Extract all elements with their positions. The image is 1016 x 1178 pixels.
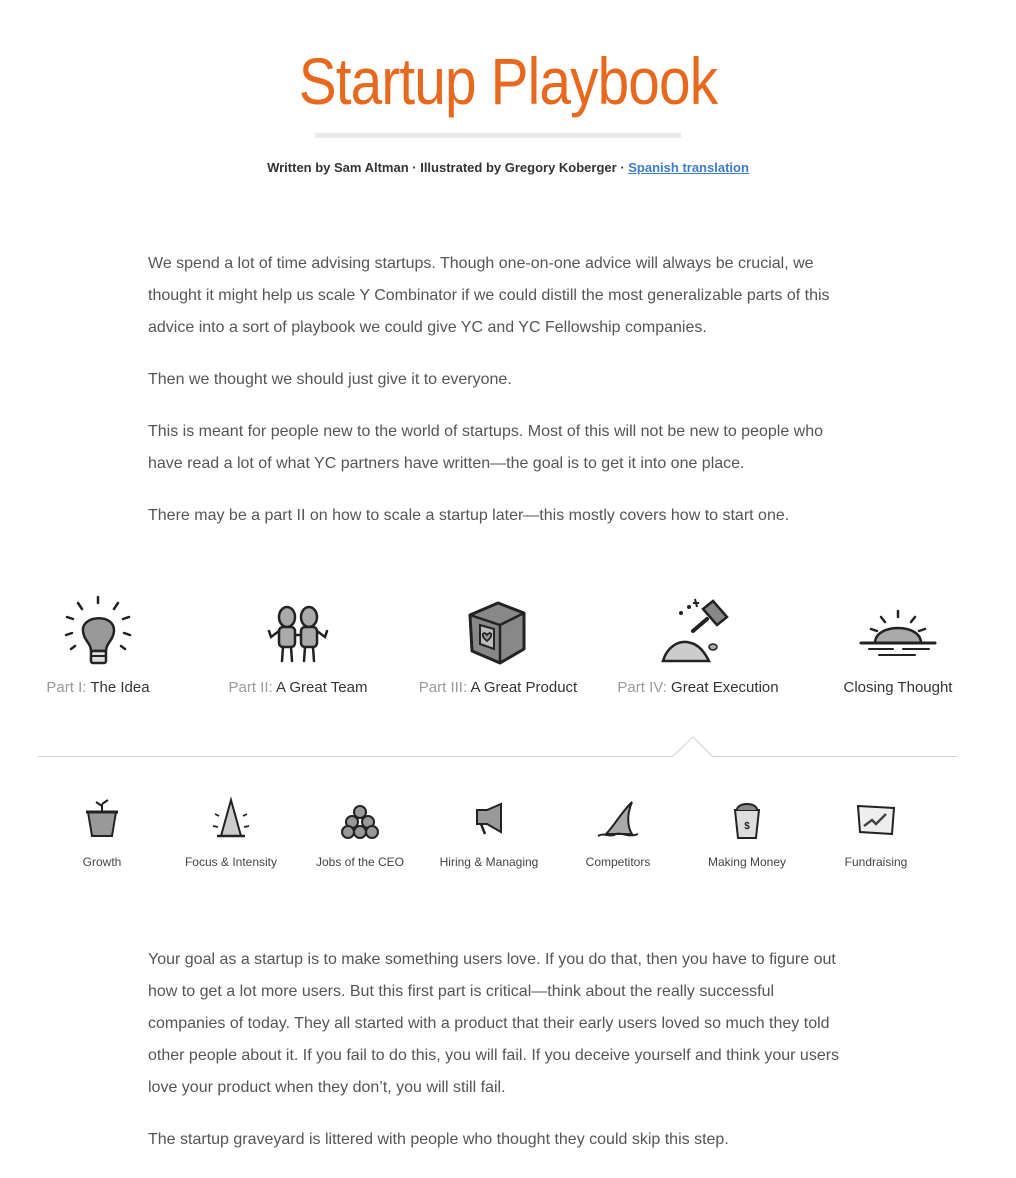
sunset-icon	[803, 586, 993, 676]
intro-section	[148, 248, 848, 552]
part-closing-thought[interactable]	[803, 586, 993, 700]
chapter-making-money[interactable]: $ Making Money	[683, 792, 811, 872]
chapter-hiring-managing[interactable]: Hiring & Managing	[425, 792, 553, 872]
page-title: Startup Playbook	[298, 44, 718, 118]
body-paragraph: The startup graveyard is littered with people who thought they could skip this step.	[148, 1131, 729, 1148]
parts-nav	[0, 586, 1016, 716]
chart-board-icon	[812, 792, 940, 848]
byline	[0, 160, 1016, 175]
part-label: Closing Thought	[843, 679, 953, 696]
plant-pot-icon	[38, 792, 166, 848]
chapter-jobs-ceo[interactable]: Jobs of the CEO	[296, 792, 424, 872]
title-underline	[315, 133, 681, 138]
balls-icon	[296, 792, 424, 848]
part-label: Part II: A Great Team	[228, 679, 368, 696]
chapter-nav	[38, 792, 938, 882]
intro-paragraph: This is meant for people new to the world of startups. Most of this will not be new to people who have read a lot of what YC partners have written—the goal is to get it into one place.	[148, 423, 824, 472]
money-bin-icon	[683, 792, 811, 848]
chapter-fundraising[interactable]: Fundraising	[812, 792, 940, 872]
team-icon	[203, 586, 393, 676]
selected-part-caret	[672, 736, 714, 758]
part-product[interactable]	[403, 586, 593, 700]
part-team[interactable]	[203, 586, 393, 700]
part-label: Part IV: Great Execution	[617, 679, 779, 696]
chapter-competitors[interactable]: Competitors	[554, 792, 682, 872]
shark-fin-icon	[554, 792, 682, 848]
spanish-translation-link[interactable]: Spanish translation	[628, 160, 749, 175]
growth-section	[148, 944, 848, 1176]
body-paragraph: Your goal as a startup is to make something users love. If you do that, then you have to figure out how to get a lot more users. But this first part is critical—think about the really successful companies of today. They all started with a product that their early users loved so much they told other people about it. If you fail to do this, you will fail. If you deceive yourself and think your users love your product when they don’t, you will still fail.	[148, 951, 840, 1096]
cone-icon	[167, 792, 295, 848]
lightbulb-icon	[3, 586, 193, 676]
hammer-icon	[603, 586, 793, 676]
product-box-icon	[403, 586, 593, 676]
megaphone-icon	[425, 792, 553, 848]
part-idea[interactable]	[3, 586, 193, 700]
part-execution[interactable]	[603, 586, 793, 700]
svg-text:$: $	[744, 821, 750, 832]
chapter-growth[interactable]: Growth	[38, 792, 166, 872]
intro-paragraph: Then we thought we should just give it to everyone.	[148, 371, 512, 388]
part-label: Part III: A Great Product	[418, 679, 578, 696]
chapter-focus-intensity[interactable]: Focus & Intensity	[167, 792, 295, 872]
intro-paragraph: There may be a part II on how to scale a startup later—this mostly covers how to start one.	[148, 507, 790, 524]
section-divider	[38, 756, 958, 757]
intro-paragraph: We spend a lot of time advising startups. Though one-on-one advice will always be crucial, we thought it might help us scale Y Combinator if we could distill the most generalizable parts of this advice into a sort of playbook we could give YC and YC Fellowship companies.	[148, 255, 830, 336]
part-label: Part I: The Idea	[46, 679, 150, 696]
byline-text: Written by Sam Altman · Illustrated by Gregory Koberger ·	[267, 160, 629, 175]
